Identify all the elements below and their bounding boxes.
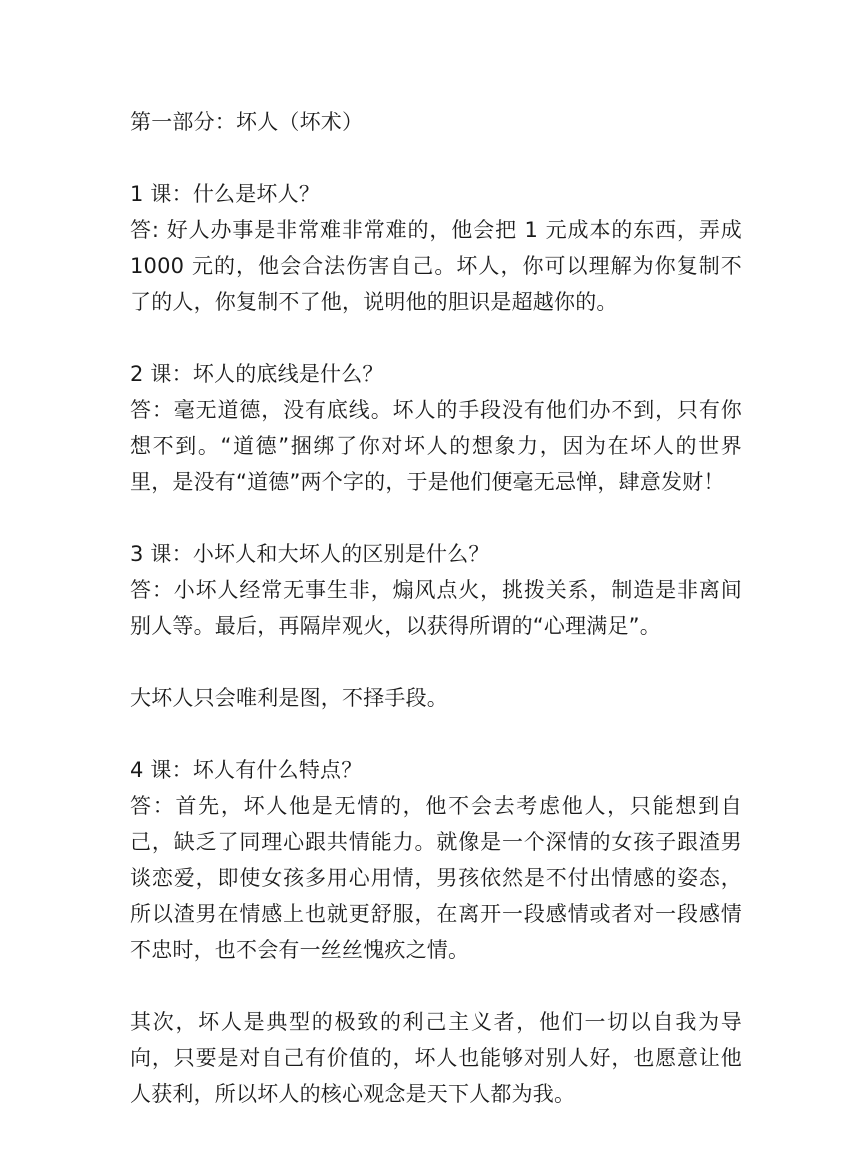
lesson-2-question: 2 课：坏人的底线是什么？ <box>130 362 384 386</box>
spacer <box>130 320 742 356</box>
spacer <box>130 644 742 680</box>
spacer <box>130 500 742 536</box>
lesson-1-question: 1 课：什么是坏人？ <box>130 182 321 206</box>
lesson-2-answer: 答：毫无道德，没有底线。坏人的手段没有他们办不到，只有你想不到。“道德”捆绑了你对坏人的想象力，因为在坏人的世界里，是没有“道德”两个字的，于是他们便毫无忌惮，肆意发财！ <box>130 398 742 494</box>
spacer <box>130 716 742 752</box>
document-body <box>130 104 742 1112</box>
lesson-3-answer: 答：小坏人经常无事生非，煽风点火，挑拨关系，制造是非离间别人等。最后，再隔岸观火，以获得所谓的“心理满足”。 <box>130 578 742 638</box>
lesson-3-extra: 大坏人只会唯利是图，不择手段。 <box>130 686 448 710</box>
lesson-1-answer: 答: 好人办事是非常难非常难的，他会把 1 元成本的东西，弄成 1000 元的，他会合法伤害自己。坏人，你可以理解为你复制不了的人，你复制不了他，说明他的胆识是超越你的。 <box>130 218 742 314</box>
lesson-4-question: 4 课：坏人有什么特点？ <box>130 758 363 782</box>
lesson-4-extra: 其次，坏人是典型的极致的利己主义者，他们一切以自我为导向，只要是对自己有价值的，坏人也能够对别人好，也愿意让他人获利，所以坏人的核心观念是天下人都为我。 <box>130 1010 742 1106</box>
lesson-3-question: 3 课：小坏人和大坏人的区别是什么？ <box>130 542 490 566</box>
lesson-4-answer: 答：首先，坏人他是无情的，他不会去考虑他人，只能想到自己，缺乏了同理心跟共情能力。就像是一个深情的女孩子跟渣男谈恋爱，即使女孩多用心用情，男孩依然是不付出情感的姿态，所以渣男在情感上也就更舒服，在离开一段感情或者对一段感情不忠时，也不会有一丝丝愧疚之情。 <box>130 794 742 962</box>
spacer <box>130 968 742 1004</box>
part-title: 第一部分：坏人（坏术） <box>130 110 364 134</box>
spacer <box>130 140 742 176</box>
